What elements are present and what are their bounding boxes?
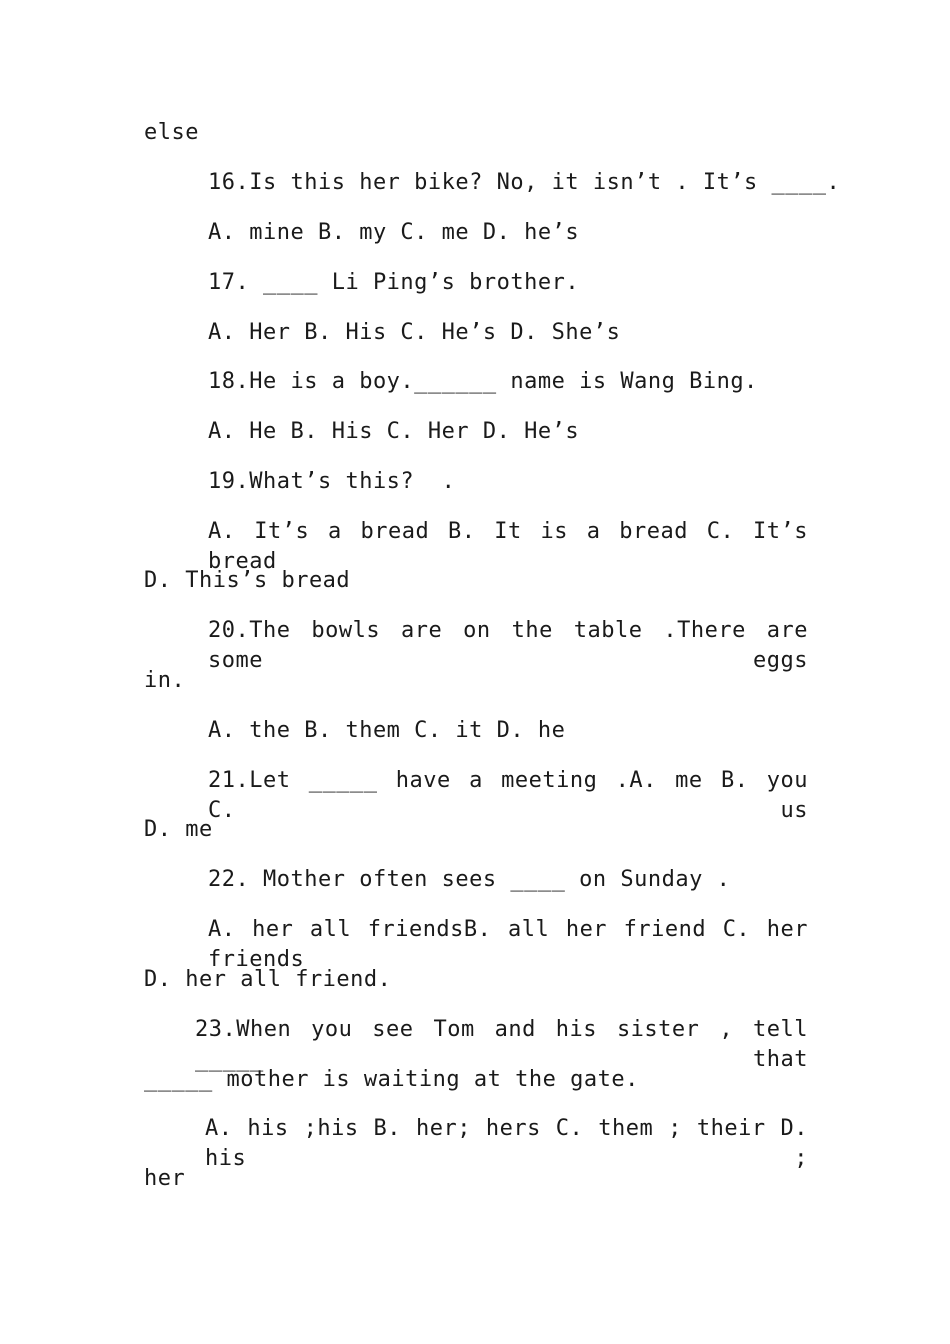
question-22: 22. Mother often sees ____ on Sunday . [208, 867, 731, 892]
question-19: 19.What’s this? . [208, 469, 456, 494]
question-23-cont: _____ mother is waiting at the gate. [144, 1067, 639, 1092]
question-18-options: A. He B. His C. Her D. He’s [208, 419, 580, 444]
question-21-cont: D. me [144, 817, 213, 842]
question-22-options: A. her all friendsB. all her friend C. her friends [208, 917, 808, 972]
question-19-options-cont: D. This’s bread [144, 568, 351, 593]
question-19-options: A. It’s a bread B. It is a bread C. It’s bread [208, 519, 808, 574]
question-17: 17. ____ Li Ping’s brother. [208, 270, 580, 295]
question-18: 18.He is a boy.______ name is Wang Bing. [208, 369, 758, 394]
question-20-cont: in. [144, 668, 186, 693]
question-17-options: A. Her B. His C. He’s D. She’s [208, 320, 621, 345]
question-23-options-cont: her [144, 1166, 186, 1191]
question-16-options: A. mine B. my C. me D. he’s [208, 220, 580, 245]
question-16: 16.Is this her bike? No, it isn’t . It’s ____. [208, 170, 841, 195]
question-21: 21.Let _____ have a meeting .A. me B. you C. us [208, 768, 808, 823]
question-20-options: A. the B. them C. it D. he [208, 718, 566, 743]
question-23-options: A. his ;his B. her; hers C. them ; their D. his ; [205, 1116, 808, 1171]
question-22-options-cont: D. her all friend. [144, 967, 392, 992]
text-line-continuation: else [144, 120, 199, 145]
question-23: 23.When you see Tom and his sister , tell _____ that [195, 1017, 808, 1072]
question-20: 20.The bowls are on the table .There are some eggs [208, 618, 808, 673]
